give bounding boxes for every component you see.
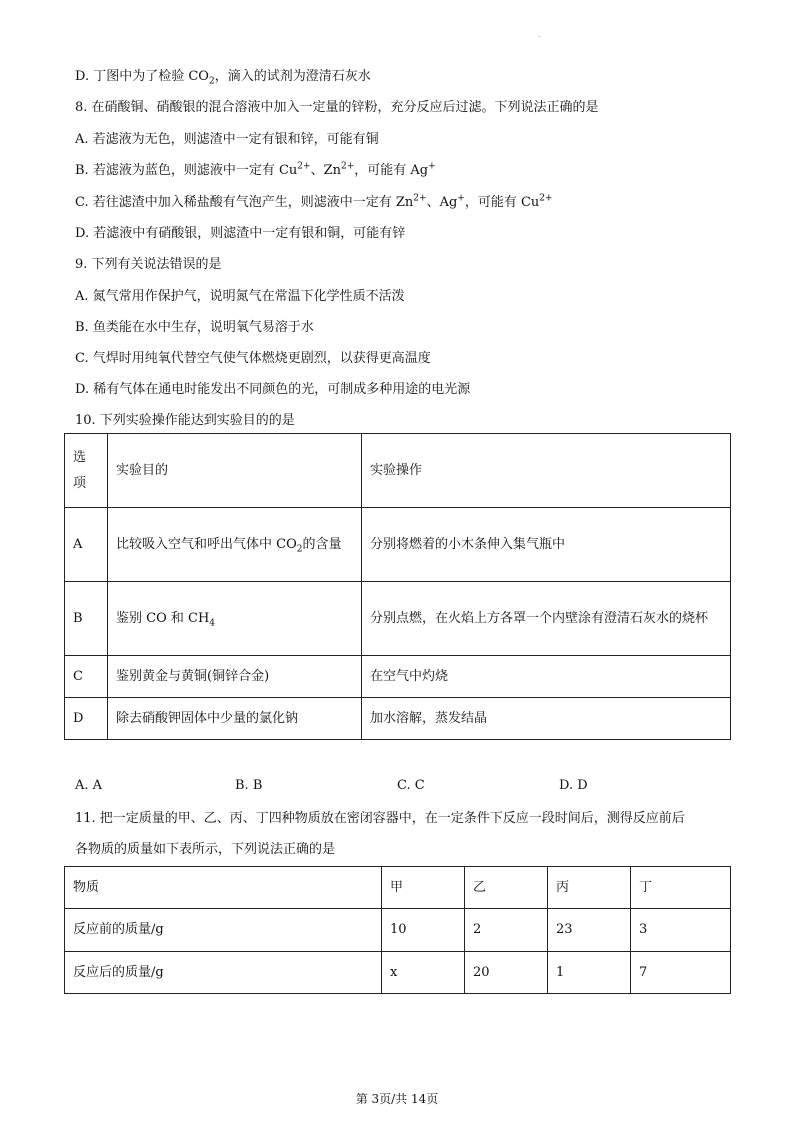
q11-cell: x (382, 952, 465, 994)
q11-cell: 23 (548, 909, 631, 952)
table-row (65, 508, 731, 582)
q11-header-bing: 丙 (548, 867, 631, 909)
q11-cell: 2 (465, 909, 548, 952)
q10-header-goal: 实验目的 (108, 434, 362, 508)
q11-stem-line1: 11. 把一定质量的甲、乙、丙、丁四种物质放在密闭容器中，在一定条件下反应一段时间后，测得反应前后 (75, 811, 685, 826)
table-row (65, 698, 731, 740)
q11-header-substance: 物质 (65, 867, 382, 909)
q11-header-jia: 甲 (382, 867, 465, 909)
table-row (65, 952, 731, 994)
q10-row-d-opt: D (65, 698, 108, 740)
q10-row-c-opt: C (65, 656, 108, 698)
q10-row-b-goal: 鉴别 CO 和 $CH_4$ (108, 582, 362, 656)
q11-cell: 20 (465, 952, 548, 994)
q11-header-yi: 乙 (465, 867, 548, 909)
q8-option-b: B. 若滤液为蓝色，则滤液中一定有 $Cu^{2+}$、$Zn^{2+}$，可能有 Ag+ (75, 161, 436, 178)
q11-cell: 反应前的质量/g (65, 909, 382, 952)
q10-row-b-op: 分别点燃，在火焰上方各罩一个内壁涂有澄清石灰水的烧杯 (362, 582, 731, 656)
q10-choice-a: A. A (75, 778, 103, 793)
q11-cell: 7 (631, 952, 731, 994)
q11-table (64, 866, 731, 994)
q10-row-c-op: 在空气中灼烧 (362, 656, 731, 698)
q10-row-d-goal: 除去硝酸钾固体中少量的氯化钠 (108, 698, 362, 740)
q11-cell: 3 (631, 909, 731, 952)
q10-row-c-goal: 鉴别黄金与黄铜(铜锌合金) (108, 656, 362, 698)
q10-stem: 10. 下列实验操作能达到实验目的的是 (75, 413, 295, 428)
q11-cell: 10 (382, 909, 465, 952)
q10-header-row (65, 434, 731, 508)
q10-header-option: 选 项 (65, 434, 108, 508)
q8-option-c: C. 若往滤渣中加入稀盐酸有气泡产生，则滤液中一定有 $Zn^{2+}$、Ag+，可能有 $Cu^{2+}$ (75, 193, 553, 210)
table-row (65, 656, 731, 698)
q10-row-a-op: 分别将燃着的小木条伸入集气瓶中 (362, 508, 731, 582)
q10-choice-d: D. D (559, 778, 588, 793)
q10-row-a-opt: A (65, 508, 108, 582)
q10-choices (75, 778, 725, 798)
q7-option-d: D. 丁图中为了检验 $CO_2$，滴入的试剂为澄清石灰水 (75, 69, 371, 87)
page-footer: 第 3页/共 14页 (355, 1092, 439, 1106)
q8-option-a: A. 若滤液为无色，则滤渣中一定有银和锌，可能有铜 (75, 132, 379, 147)
table-row (65, 909, 731, 952)
q8-stem: 8. 在硝酸铜、硝酸银的混合溶液中加入一定量的锌粉，充分反应后过滤。下列说法正确的是 (75, 100, 599, 115)
q11-header-row (65, 867, 731, 909)
q8-option-d: D. 若滤液中有硝酸银，则滤渣中一定有银和铜，可能有锌 (75, 226, 406, 241)
q9-option-b: B. 鱼类能在水中生存，说明氧气易溶于水 (75, 320, 314, 335)
q11-cell: 反应后的质量/g (65, 952, 382, 994)
q9-option-d: D. 稀有气体在通电时能发出不同颜色的光，可制成多种用途的电光源 (75, 382, 471, 397)
q10-header-op: 实验操作 (362, 434, 731, 508)
q10-choice-b: B. B (235, 778, 263, 793)
q11-cell: 1 (548, 952, 631, 994)
header-dot: . (538, 30, 541, 39)
q11-stem-line2: 各物质的质量如下表所示，下列说法正确的是 (75, 842, 336, 857)
q10-table (64, 433, 731, 740)
q10-choice-c: C. C (397, 778, 425, 793)
q9-option-a: A. 氮气常用作保护气，说明氮气在常温下化学性质不活泼 (75, 289, 405, 304)
q10-row-d-op: 加水溶解，蒸发结晶 (362, 698, 731, 740)
table-row (65, 582, 731, 656)
q10-row-a-goal: 比较吸入空气和呼出气体中 $CO_2$的含量 (108, 508, 362, 582)
q9-stem: 9. 下列有关说法错误的是 (75, 257, 222, 272)
q11-header-ding: 丁 (631, 867, 731, 909)
q10-row-b-opt: B (65, 582, 108, 656)
q9-option-c: C. 气焊时用纯氧代替空气使气体燃烧更剧烈，以获得更高温度 (75, 351, 431, 366)
